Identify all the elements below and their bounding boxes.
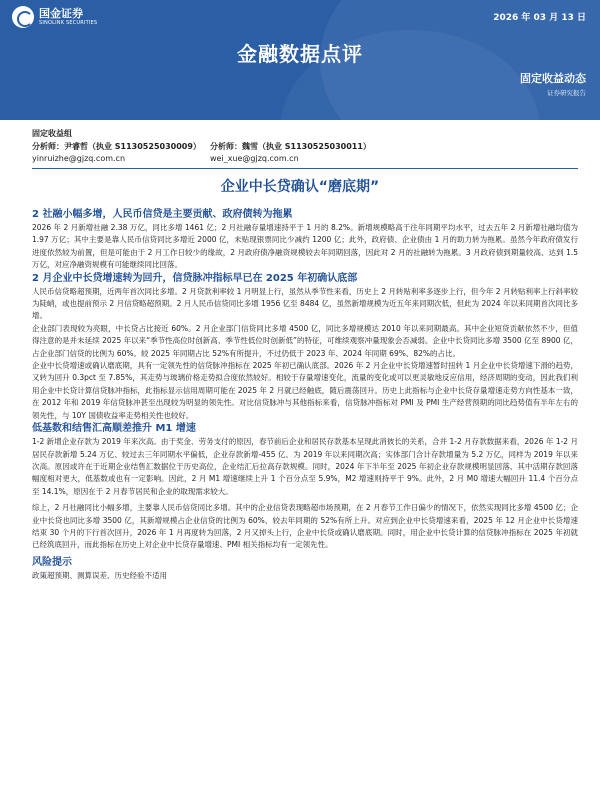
team-name: 固定收益组 — [32, 129, 72, 138]
risk-heading: 风险提示 — [32, 556, 72, 568]
paragraph: 1-2 新增企业存款为 2019 年来次高。由于奖金、劳务支付的原因，春节前后企业和居民存款基本呈现此消彼长的关系，合并 1-2 月存款数据来看，2026 年 1-2 月居民存款新增 5.24 万亿、较过去三年同期水平偏低，企业存款新增-455 亿、为 2019 年以来同期次高；实体部门合计存款增量为 5.2 万亿，同样为 2019 年以来次高。原因或许在于近期企业结售汇数据位于历史高位，企业结汇后拉高存款规模。同时，2024 年下半年至 2025 年初企业存款规模明显回落、其中活期存款回落幅度相对更大，低基数或也有一定影响。因此，2 月 M1 增速继续上升 1 个百分点至 5.9%，M2 增速则持平于 9%。此外，2 月 M0 增速大幅回升 11.4 个百分点至 14.1%，原因在于 2 月春节居民和企业的取现需求较大。 — [32, 437, 578, 496]
divider — [32, 168, 578, 169]
section-heading: 2 社融小幅多增，人民币信贷是主要贡献、政府债转为拖累 — [32, 209, 293, 220]
report-date: 2026 年 03 月 13 日 — [493, 13, 586, 23]
section-heading: 2 月企业中长贷增速转为回升，信贷脉冲指标早已在 2025 年初确认底部 — [32, 272, 358, 284]
paragraph: 综上，2 月社融同比小幅多增，主要靠人民币信贷同比多增。其中的企业信贷表现略超市场预期，在 2 月春节工作日偏少的情况下，依然实现同比多增 4500 亿；企业中长贷也同比多增 3500 亿，其新增规模占企业信贷的比例为 60%、较去年同期的 52%有所上升。对应到企业中长贷增速来看，2025 年 12 月企业中长贷增速结束 30 个月的下行首次回升，2026 年 1 月再度转为回落，2 月又掉头上行，企业中长贷或确认磨底期。同时，用企业中长贷计算的信贷脉冲指标在 2025 年初就已经筑底回升，而此指标在历史上对企业中长贷存量增速、PMI 相关指标均有一定领先性。 — [32, 503, 578, 550]
report-category: 固定收益动态 — [520, 72, 586, 85]
analyst-name: 分析师：魏雪（执业 S1130525030011） — [210, 142, 371, 151]
logo-en: SINOLINK SECURITIES — [39, 19, 98, 26]
analyst-email[interactable]: wei_xue@gjzq.com.cn — [210, 154, 299, 163]
report-title: 金融数据点评 — [237, 42, 363, 66]
paragraph: 企业部门表现较为亮眼，中长贷占比接近 60%。2 月企业部门信贷同比多增 4500 亿，同比多增规模达 2010 年以来同期最高。其中企业短贷贡献依然不少，但值得注意的是并未延续 2025 年以来“季节性高位时创新高、季节性低位时创新低”的特征，可维续观察冲量现象会否减弱。企业中长贷同比多增 3500 亿至 8900 亿，占企业部门信贷的比例为 60%。较 2025 年同期占比 52%有所提升，不过仍低于 2023 年、2024 年同期 69%、82%的占比。 — [32, 323, 578, 358]
report-subcategory: 证券研究报告 — [547, 89, 586, 97]
analyst-name: 分析师：尹睿哲（执业 S1130525030009） — [32, 142, 201, 151]
document-title: 企业中长贷确认“磨底期” — [220, 179, 380, 195]
section-heading: 低基数和结售汇高顺差推升 M1 增速 — [32, 423, 196, 435]
paragraph: 人民币信贷略超预期，近两年首次同比多增。2 月贷款利率较 1 月明显上行，虽然从季节性来看，历史上 2 月转贴利率多逐步上行，但今年 2 月转贴利率上行斜率较为陡峭，或也提前预示 2 月信贷略超预期。2 月人民币信贷同比多增 1956 亿至 8484 亿，虽然新增规模为近五年来同期次低，但此为 2024 年以来同期首次同比多增。 — [32, 286, 578, 321]
analyst — [32, 141, 201, 165]
analyst-email[interactable]: yinruizhe@gjzq.com.cn — [32, 154, 126, 163]
company-logo — [12, 6, 97, 28]
logo-cn: 国金证券 — [39, 6, 83, 20]
report-banner — [0, 0, 600, 120]
paragraph: 企业中长贷增速或确认磨底期，具有一定领先性的信贷脉冲指标在 2025 年初已确认底部。2026 年 2 月企业中长贷增速暂时扭转 1 月企业中长贷增速下滑的趋势，又转为回升 0.3pct 至 7.85%，其走势与玻璃价格走势拟合度依然较好。相较于存量增速变化，流量的变化或可以更灵敏地反应信用，经济周期的变动，因此我们利用企业中长贷计算信贷脉冲指标，此指标显示信用周期可能在 2025 年 2 月就已经触底，随后震荡回升。历史上此指标与企业中长贷存量增速走势方向性基本一致，在 2012 年和 2019 年信贷脉冲甚至出现较为明显的领先性。对比信贷脉冲与其他指标来看，信贷脉冲指标对 PMI 及 PMI 生产经营预期的同比趋势值有半年左右的领先性，与 10Y 国债收益率走势相关性也较好。 — [32, 361, 578, 420]
paragraph: 2026 年 2 月新增社融 2.38 万亿，同比多增 1461 亿；2 月社融存量增速持平于 1 月的 8.2%。新增规模略高于往年同期平均水平，过去五年 2 月新增社融均值为 1.97 万亿；其中主要是靠人民币信贷同比多增近 2000 亿，未贴现银票同比少减约 1200 亿；此外，政府债、企业债由 1 月的助力转为拖累。虽然今年政府债发行进度依然较为前置，但是可能由于 2 月工作日较少的缘故，2 月政府债净融资规模较去年同期回落，因此对 2 月的社融转为拖累。3 月政府债到期量较高、达到 1.5 万亿，对应净融资规模有可能继续同比回落。 — [32, 223, 578, 270]
logo-icon — [12, 6, 34, 28]
risk-text: 政策超预期、测算误差、历史经验不适用 — [32, 570, 167, 580]
report-body — [32, 208, 578, 582]
analyst — [210, 141, 371, 165]
